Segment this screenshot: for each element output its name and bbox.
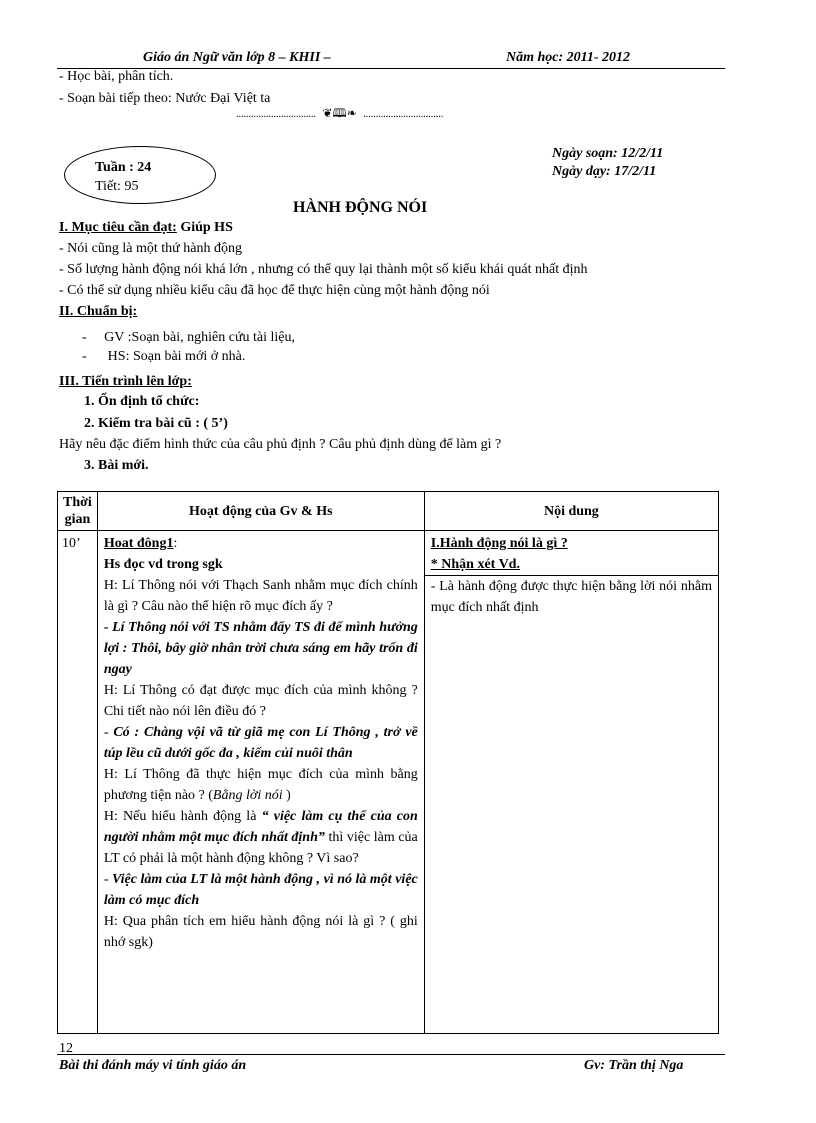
page-number: 12: [59, 1041, 73, 1056]
answer-4: [104, 869, 418, 911]
table-row: [58, 531, 719, 1034]
header-activity: Hoạt động của Gv & Hs: [97, 492, 424, 531]
activity-colon: :: [173, 536, 178, 551]
question-3: [104, 764, 418, 806]
content-cell: [424, 531, 718, 1034]
separator-dots-right: ................................: [363, 109, 444, 120]
page-title: HÀNH ĐỘNG NÓI: [293, 199, 428, 216]
step-1: 1. Ổn định tổ chức:: [84, 394, 200, 409]
question-4: [104, 806, 418, 869]
answer-4-dash: -: [103, 872, 113, 887]
content-heading: I.Hành động nói là gì ?: [430, 536, 568, 551]
answer-1: - Lí Thông nói với TS nhằm đẩy TS đi để mình hưởng lợi : Thôi, bây giờ nhân trời chưa sáng em hãy trốn đi ngay: [103, 620, 418, 677]
header-title: Giáo án Ngữ văn lớp 8 – KHII –: [143, 50, 331, 65]
time-cell: 10’: [58, 531, 98, 1034]
section1-heading: [59, 217, 233, 238]
question-2: H: Lí Thông có đạt được mục đích của mình không ? Chi tiết nào nói lên điều đó ?: [103, 683, 418, 719]
separator: [236, 106, 443, 122]
content-subheading: * Nhận xét Vd.: [430, 557, 520, 572]
question-1: H: Lí Thông nói với Thạch Sanh nhằm mục đích chính là gì ? Câu nào thể hiện rõ mục đích ấy ?: [103, 578, 418, 614]
step-3: 3. Bài mới.: [84, 458, 149, 473]
footer-right: Gv: Trần thị Nga: [584, 1058, 684, 1073]
question-4-c: thì việc làm của LT có phải là một hành động không ? Vì sao?: [103, 830, 418, 866]
review-question: Hãy nêu đặc điểm hình thức của câu phủ định ? Câu phủ định dùng để làm gì ?: [59, 437, 502, 452]
question-3-end: ): [282, 788, 291, 803]
section1-item: - Số lượng hành động nói khá lớn , nhưng có thể quy lại thành một số kiểu khái quát nhất định: [59, 262, 588, 277]
section2-heading: II. Chuẩn bị:: [59, 304, 138, 319]
read-instruction: Hs đọc vd trong sgk: [103, 557, 223, 572]
section2-item: - GV :Soạn bài, nghiên cứu tài liệu,: [82, 330, 296, 345]
top-line-1: - Học bài, phân tích.: [59, 69, 174, 84]
activity-title: Hoat đông1: [103, 536, 174, 551]
content-text: - Là hành động được thực hiện bằng lời nói nhằm mục đích nhất định: [425, 575, 718, 618]
section2-item-text: GV :Soạn bài, nghiên cứu tài liệu,: [104, 330, 296, 345]
footer-left: Bài thi đánh máy vi tính giáo án: [59, 1058, 247, 1073]
lesson-table: [57, 491, 719, 1034]
answer-2-dash: -: [103, 725, 114, 740]
section2-item: - HS: Soạn bài mới ở nhà.: [82, 349, 246, 364]
table-header-row: [58, 492, 719, 531]
separator-dots-left: ................................: [236, 109, 316, 120]
question-4-a: H: Nếu hiểu hành động là: [103, 809, 262, 824]
prep-date: Ngày soạn: 12/2/11: [552, 146, 664, 161]
header-content: Nội dung: [424, 492, 718, 531]
answer-2: [104, 722, 418, 764]
header-time: Thời gian: [58, 492, 98, 531]
section3-heading: III. Tiến trình lên lớp:: [59, 374, 192, 389]
section2-item-text: HS: Soạn bài mới ở nhà.: [107, 349, 246, 364]
teach-date: Ngày dạy: 17/2/11: [552, 164, 657, 179]
section1-item: - Có thể sử dụng nhiều kiểu câu đã học để thực hiện cùng một hành động nói: [59, 283, 490, 298]
step-2: 2. Kiểm tra bài cũ : ( 5’): [84, 416, 228, 431]
section1-item: - Nói cũng là một thứ hành động: [59, 241, 242, 256]
lesson-label: Tiết: 95: [95, 179, 139, 194]
activity-cell: [97, 531, 424, 1034]
answer-4-text: Việc làm của LT là một hành động , vì nó là một việc làm có mục đích: [103, 872, 418, 908]
question-4-b: “ việc làm cụ thể của con người nhằm một mục đích nhất định”: [103, 809, 418, 845]
footer-rule: [57, 1054, 725, 1055]
book-ornament-icon: ❦🕮❧: [322, 106, 357, 120]
section1-heading-suffix: Giúp HS: [176, 220, 233, 235]
question-5: H: Qua phân tích em hiểu hành động nói là gì ? ( ghi nhớ sgk): [103, 914, 418, 950]
top-line-2: - Soạn bài tiếp theo: Nước Đại Việt ta: [59, 91, 271, 106]
section1-heading-text: I. Mục tiêu cần đạt:: [59, 220, 177, 235]
week-label: Tuần : 24: [95, 160, 152, 175]
question-3-text: H: Lí Thông đã thực hiện mục đích của mình bằng phương tiện nào ? (: [103, 767, 418, 803]
question-3-italic: Bằng lời nói: [212, 788, 283, 803]
header-school-year: Năm học: 2011- 2012: [506, 50, 631, 65]
answer-2-text: Có : Chàng vội vã từ giã mẹ con Lí Thông , trở về túp lều cũ dưới gốc đa , kiếm củi nuôi thân: [103, 725, 418, 761]
